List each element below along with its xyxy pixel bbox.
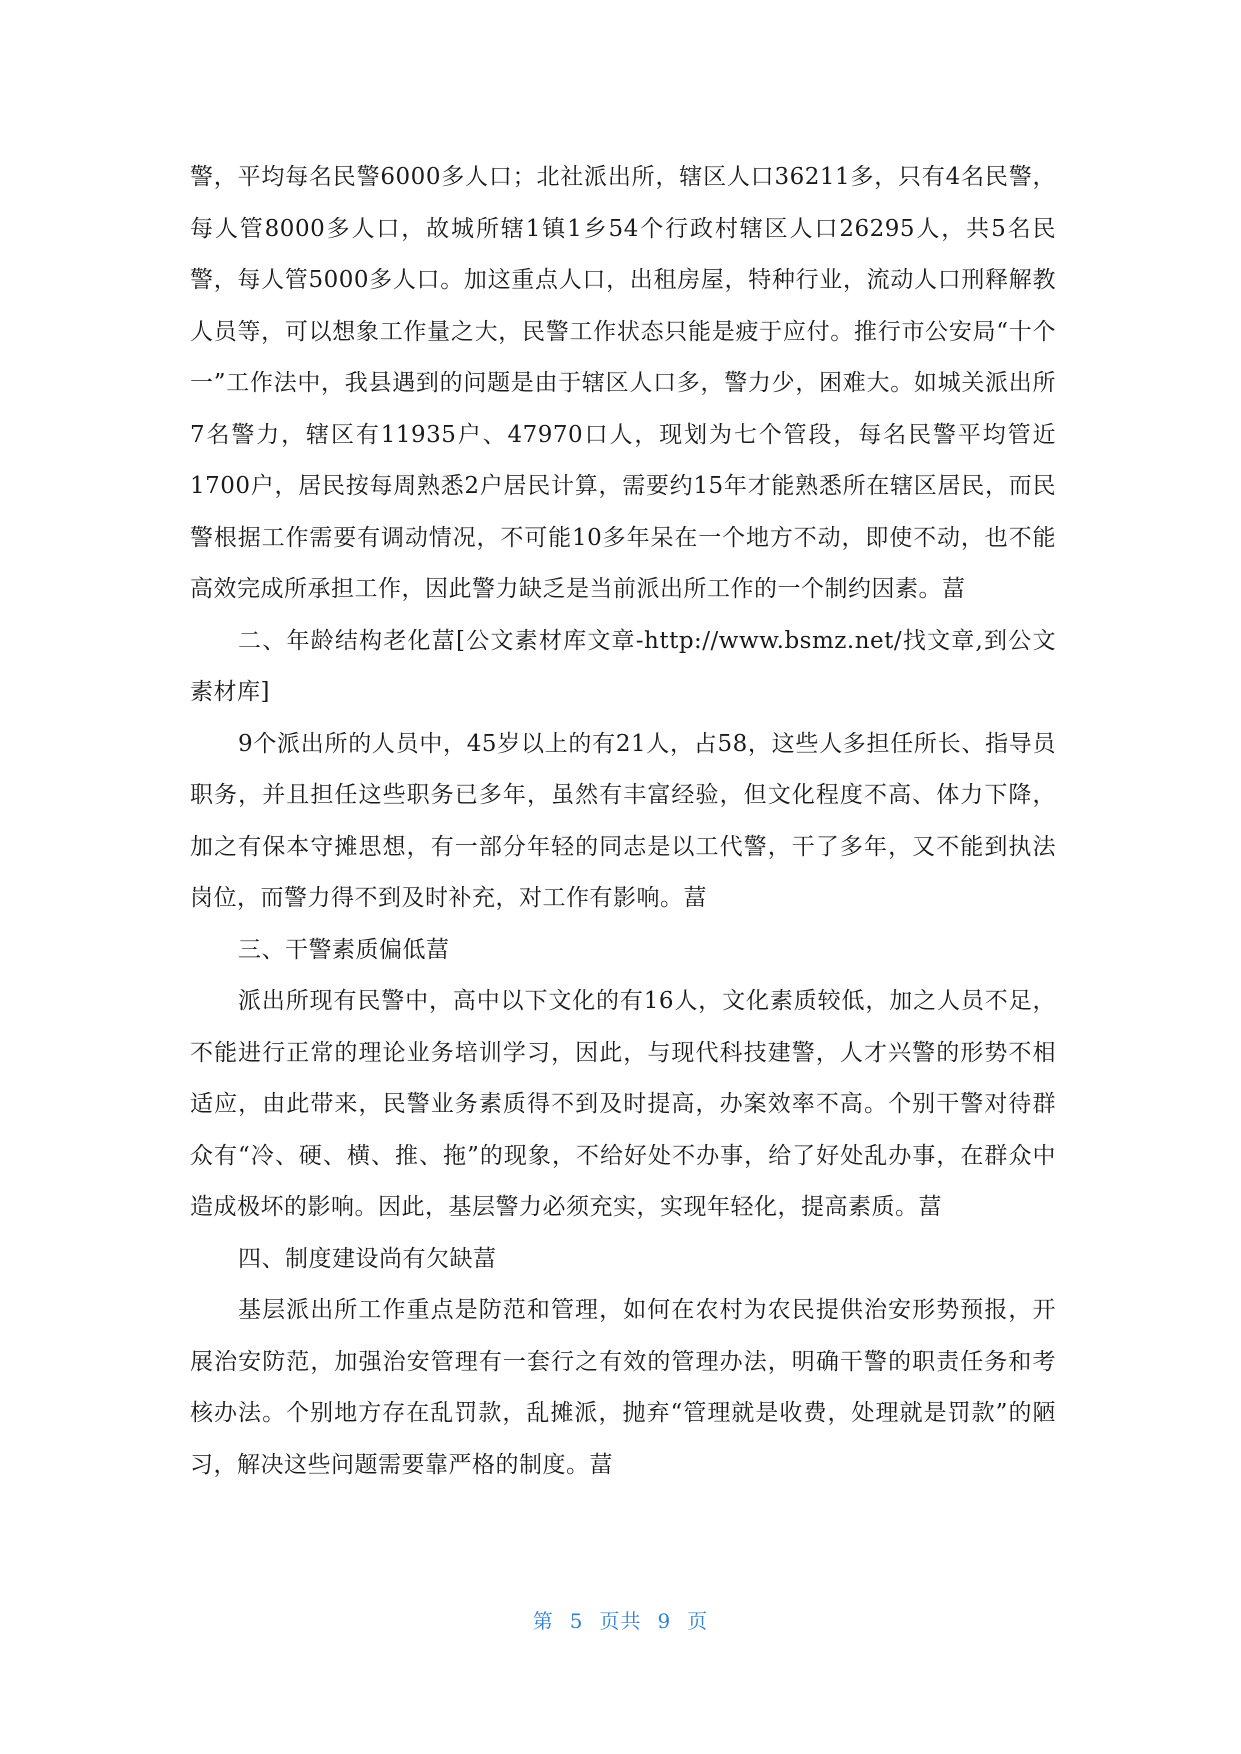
footer-label-pages: 页 (687, 1609, 709, 1633)
page-footer (0, 1605, 1241, 1634)
paragraph-aging-structure: 9个派出所的人员中，45岁以上的有21人，占58，这些人多担任所长、指导员职务，并且担任这些职务已多年，虽然有丰富经验，但文化程度不高、体力下降，加之有保本守摊思想，有一部分年轻的同志是以工代警，干了多年，又不能到执法岗位，而警力得不到及时补充，对工作有影响。葍 (190, 730, 1056, 911)
footer-label-page: 第 (532, 1609, 554, 1633)
paragraph-system-construction: 基层派出所工作重点是防范和管理，如何在农村为农民提供治安形势预报，开展治安防范，加强治安管理有一套行之有效的管理办法，明确干警的职责任务和考核办法。个别地方存在乱罚款，乱摊派，抛弃“管理就是收费，处理就是罚款”的陋习，解决这些问题需要靠严格的制度。葍 (190, 1297, 1056, 1478)
heading-low-quality: 三、干警素质偏低葍 (238, 936, 450, 963)
heading-system-construction: 四、制度建设尚有欠缺葍 (238, 1245, 497, 1272)
footer-total-pages: 9 (657, 1609, 672, 1633)
footer-label-of: 页共 (599, 1609, 642, 1633)
paragraph-low-quality: 派出所现有民警中，高中以下文化的有16人，文化素质较低，加之人员不足，不能进行正常的理论业务培训学习，因此，与现代科技建警，人才兴警的形势不相适应，由此带来，民警业务素质得不到及时提高，办案效率不高。个别干警对待群众有“冷、硬、横、推、拖”的现象，不给好处不办事，给了好处乱办事，在群众中造成极坏的影响。因此，基层警力必须充实，实现年轻化，提高素质。葍 (190, 988, 1056, 1220)
document-body (190, 152, 1056, 1491)
paragraph-police-shortage: 警，平均每名民警6000多人口；北社派出所，辖区人口36211多，只有4名民警，每人管8000多人口，故城所辖1镇1乡54个行政村辖区人口26295人，共5名民警，每人管5000多人口。加这重点人口，出租房屋，特种行业，流动人口刑释解教人员等，可以想象工作量之大，民警工作状态只能是疲于应付。推行市公安局“十个一”工作法中，我县遇到的问题是由于辖区人口多，警力少，困难大。如城关派出所7名警力，辖区有11935户、47970口人，现划为七个管段，每名民警平均管近1700户，居民按每周熟悉2户居民计算，需要约15年才能熟悉所在辖区居民，而民警根据工作需要有调动情况，不可能10多年呆在一个地方不动，即使不动，也不能高效完成所承担工作，因此警力缺乏是当前派出所工作的一个制约因素。葍 (190, 164, 1056, 602)
heading-aging-structure: 二、年龄结构老化葍[公文素材库文章-http://www.bsmz.net/找文章,到公文素材库] (190, 627, 1056, 705)
footer-current-page: 5 (569, 1609, 584, 1633)
